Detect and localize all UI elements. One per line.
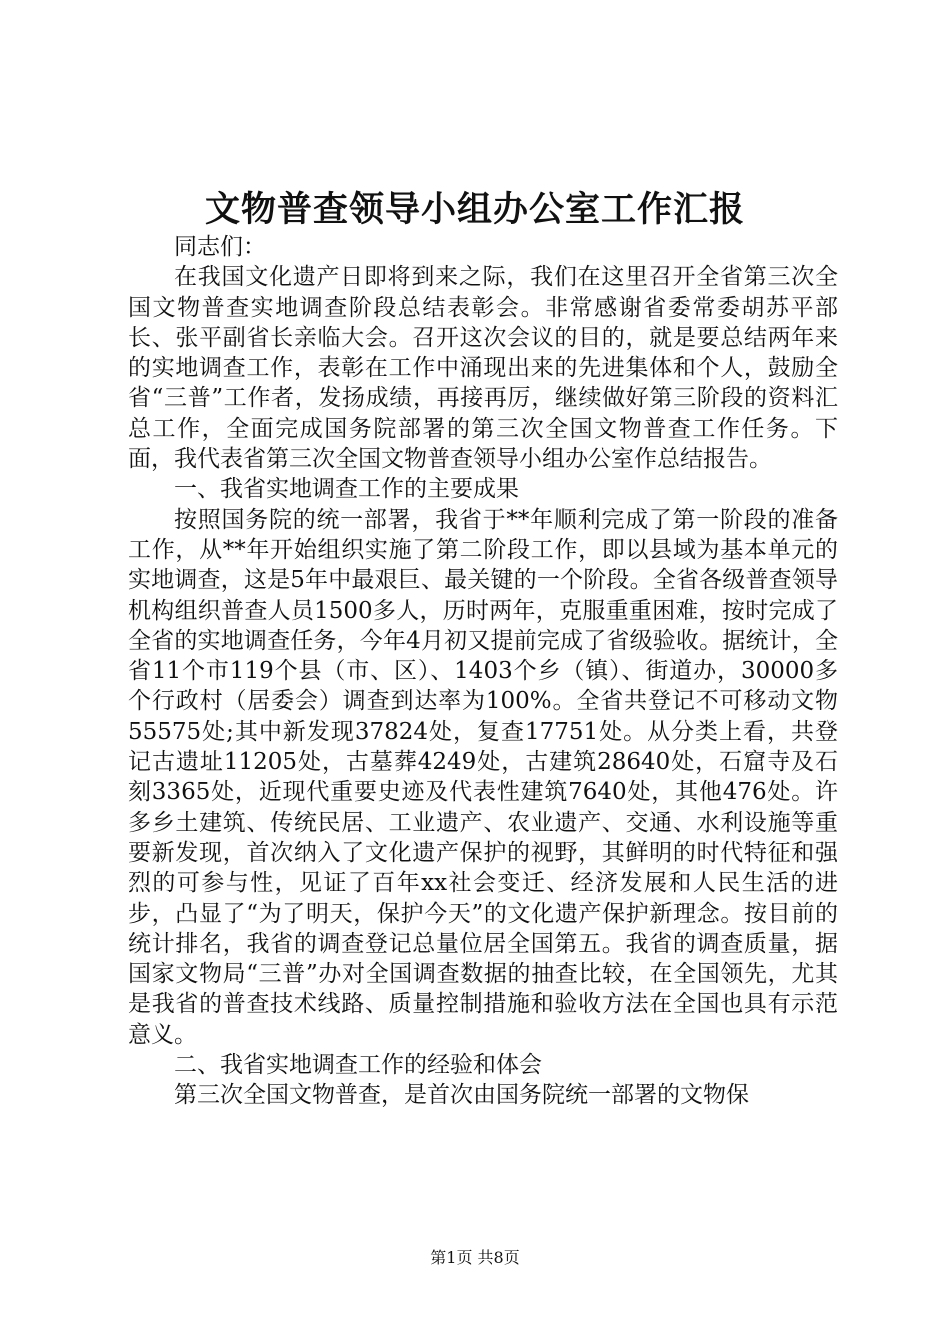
section-heading-1: 一、我省实地调查工作的主要成果 — [174, 476, 519, 503]
paragraph-continued: 第三次全国文物普查，是首次由国务院统一部署的文物保 — [174, 1082, 749, 1109]
document-body — [128, 232, 838, 1111]
salutation: 同志们： — [174, 234, 266, 260]
section-heading-2: 二、我省实地调查工作的经验和体会 — [174, 1052, 542, 1079]
paragraph-intro: 在我国文化遗产日即将到来之际，我们在这里召开全省第三次全国文物普查实地调查阶段总结表彰会。非常感谢省委常委胡苏平部长、张平副省长亲临大会。召开这次会议的目的，就是要总结两年来的实地调查工作，表彰在工作中涌现出来的先进集体和个人，鼓励全省“三普”工作者，发扬成绩，再接再厉，继续做好第三阶段的资料汇总工作，全面完成国务院部署的第三次全国文物普查工作任务。下面，我代表省第三次全国文物普查领导小组办公室作总结报告。 — [128, 264, 838, 473]
document-title: 文物普查领导小组办公室工作汇报 — [204, 189, 745, 230]
paragraph-results: 按照国务院的统一部署，我省于**年顺利完成了第一阶段的准备工作，从**年开始组织实施了第二阶段工作，即以县域为基本单元的实地调查，这是5年中最艰巨、最关键的一个阶段。全省各级普查领导机构组织普查人员1500多人，历时两年，克服重重困难，按时完成了全省的实地调查任务，今年4月初又提前完成了省级验收。据统计，全省11个市119个县（市、区）、1403个乡（镇）、街道办，30000多个行政村（居委会）调查到达率为100%。全省共登记不可移动文物55575处;其中新发现37824处，复查17751处。从分类上看，共登记古遗址11205处，古墓葬4249处，古建筑28640处，石窟寺及石刻3365处，近现代重要史迹及代表性建筑7640处，其他476处。许多乡土建筑、传统民居、工业遗产、农业遗产、交通、水利设施等重要新发现，首次纳入了文化遗产保护的视野，其鲜明的时代特征和强烈的可参与性，见证了百年xx社会变迁、经济发展和人民生活的进步，凸显了“为了明天，保护今天”的文化遗产保护新理念。按目前的统计排名，我省的调查登记总量位居全国第五。我省的调查质量，据国家文物局“三普”办对全国调查数据的抽查比较，在全国领先，尤其是我省的普查技术线路、质量控制措施和验收方法在全国也具有示范意义。 — [128, 506, 838, 1048]
page-footer: 第1页 共8页 — [430, 1248, 520, 1267]
